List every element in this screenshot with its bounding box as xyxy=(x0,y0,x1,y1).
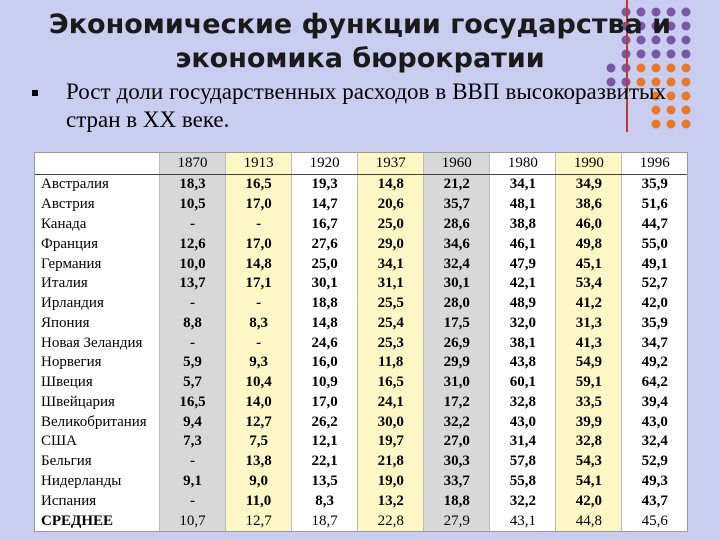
value-cell: 43,7 xyxy=(622,491,687,511)
value-cell: 44,7 xyxy=(622,215,687,235)
value-cell: 10,0 xyxy=(160,254,226,274)
value-cell: 5,9 xyxy=(160,353,226,373)
value-cell: 32,2 xyxy=(490,491,556,511)
value-cell: 34,6 xyxy=(424,234,490,254)
value-cell: 57,8 xyxy=(490,452,556,472)
value-cell: - xyxy=(160,215,226,235)
table-row xyxy=(35,294,687,314)
value-cell: 13,5 xyxy=(292,472,358,492)
country-cell: Новая Зеландия xyxy=(35,333,160,353)
value-cell: 54,1 xyxy=(556,472,622,492)
value-cell: 32,4 xyxy=(622,432,687,452)
table-row xyxy=(35,412,687,432)
year-header: 1980 xyxy=(490,153,556,175)
value-cell: 21,8 xyxy=(358,452,424,472)
value-cell: 18,8 xyxy=(424,491,490,511)
value-cell: 31,4 xyxy=(490,432,556,452)
title-line-1: Экономические функции государства и xyxy=(48,9,672,40)
value-cell: 34,9 xyxy=(556,175,622,195)
value-cell: 27,6 xyxy=(292,234,358,254)
table-row xyxy=(35,511,687,531)
value-cell: 28,0 xyxy=(424,294,490,314)
value-cell: 25,4 xyxy=(358,313,424,333)
country-cell: Австрия xyxy=(35,195,160,215)
table-row xyxy=(35,195,687,215)
value-cell: 42,0 xyxy=(556,491,622,511)
value-cell: 17,0 xyxy=(226,234,292,254)
value-cell: 43,0 xyxy=(622,412,687,432)
country-cell: СРЕДНЕЕ xyxy=(35,511,160,531)
decor-dot xyxy=(667,120,676,129)
title-line-2: экономика бюрократии xyxy=(175,43,545,74)
table-row xyxy=(35,254,687,274)
decor-dot xyxy=(682,78,691,87)
value-cell: 25,5 xyxy=(358,294,424,314)
decor-dot xyxy=(667,106,676,115)
value-cell: 14,8 xyxy=(292,313,358,333)
value-cell: 10,4 xyxy=(226,373,292,393)
value-cell: 38,6 xyxy=(556,195,622,215)
value-cell: 25,3 xyxy=(358,333,424,353)
value-cell: 43,1 xyxy=(490,511,556,531)
country-cell: Испания xyxy=(35,491,160,511)
country-cell: Великобритания xyxy=(35,412,160,432)
value-cell: 60,1 xyxy=(490,373,556,393)
value-cell: 34,1 xyxy=(358,254,424,274)
value-cell: 17,0 xyxy=(292,393,358,413)
value-cell: 16,5 xyxy=(226,175,292,195)
value-cell: 27,0 xyxy=(424,432,490,452)
value-cell: 42,0 xyxy=(622,294,687,314)
value-cell: 16,5 xyxy=(358,373,424,393)
value-cell: 7,5 xyxy=(226,432,292,452)
value-cell: 16,5 xyxy=(160,393,226,413)
value-cell: 44,8 xyxy=(556,511,622,531)
value-cell: 16,0 xyxy=(292,353,358,373)
value-cell: 35,9 xyxy=(622,175,687,195)
value-cell: 30,1 xyxy=(424,274,490,294)
government-spending-table xyxy=(35,153,687,531)
value-cell: 13,7 xyxy=(160,274,226,294)
value-cell: 33,7 xyxy=(424,472,490,492)
value-cell: 8,3 xyxy=(292,491,358,511)
value-cell: 31,0 xyxy=(424,373,490,393)
value-cell: 14,8 xyxy=(358,175,424,195)
value-cell: 17,1 xyxy=(226,274,292,294)
slide-subtitle: Рост доли государственных расходов в ВВП высокоразвитых стран в ХХ веке. xyxy=(66,79,666,132)
table-row xyxy=(35,373,687,393)
value-cell: 17,5 xyxy=(424,313,490,333)
country-column-header xyxy=(35,153,160,175)
value-cell: 22,1 xyxy=(292,452,358,472)
value-cell: 30,3 xyxy=(424,452,490,472)
value-cell: 32,0 xyxy=(490,313,556,333)
country-cell: Италия xyxy=(35,274,160,294)
value-cell: 48,1 xyxy=(490,195,556,215)
value-cell: 35,7 xyxy=(424,195,490,215)
value-cell: 12,7 xyxy=(226,412,292,432)
country-cell: Франция xyxy=(35,234,160,254)
value-cell: 49,2 xyxy=(622,353,687,373)
country-cell: Ирландия xyxy=(35,294,160,314)
decor-dot xyxy=(682,106,691,115)
value-cell: 8,3 xyxy=(226,313,292,333)
value-cell: 31,3 xyxy=(556,313,622,333)
value-cell: 24,6 xyxy=(292,333,358,353)
value-cell: 41,3 xyxy=(556,333,622,353)
value-cell: 42,1 xyxy=(490,274,556,294)
decor-dot xyxy=(667,78,676,87)
year-header: 1990 xyxy=(556,153,622,175)
slide-title xyxy=(20,8,700,76)
value-cell: 13,8 xyxy=(226,452,292,472)
value-cell: 38,8 xyxy=(490,215,556,235)
country-cell: Швейцария xyxy=(35,393,160,413)
country-cell: Австралия xyxy=(35,175,160,195)
value-cell: 54,9 xyxy=(556,353,622,373)
value-cell: 53,4 xyxy=(556,274,622,294)
country-cell: Германия xyxy=(35,254,160,274)
year-header: 1913 xyxy=(226,153,292,175)
value-cell: 22,8 xyxy=(358,511,424,531)
value-cell: 41,2 xyxy=(556,294,622,314)
value-cell: 48,9 xyxy=(490,294,556,314)
value-cell: 10,5 xyxy=(160,195,226,215)
value-cell: 52,9 xyxy=(622,452,687,472)
bullet-marker xyxy=(32,90,38,96)
value-cell: 17,0 xyxy=(226,195,292,215)
value-cell: 51,6 xyxy=(622,195,687,215)
value-cell: 10,7 xyxy=(160,511,226,531)
spending-table-container xyxy=(34,152,688,532)
value-cell: 30,1 xyxy=(292,274,358,294)
value-cell: 64,2 xyxy=(622,373,687,393)
value-cell: 38,1 xyxy=(490,333,556,353)
value-cell: 47,9 xyxy=(490,254,556,274)
value-cell: 32,8 xyxy=(556,432,622,452)
country-cell: Канада xyxy=(35,215,160,235)
value-cell: 9,4 xyxy=(160,412,226,432)
value-cell: 14,0 xyxy=(226,393,292,413)
value-cell: 31,1 xyxy=(358,274,424,294)
table-row xyxy=(35,215,687,235)
value-cell: 14,7 xyxy=(292,195,358,215)
value-cell: 9,0 xyxy=(226,472,292,492)
country-cell: Япония xyxy=(35,313,160,333)
value-cell: 19,0 xyxy=(358,472,424,492)
value-cell: 19,3 xyxy=(292,175,358,195)
value-cell: 46,0 xyxy=(556,215,622,235)
value-cell: 26,9 xyxy=(424,333,490,353)
country-cell: Нидерланды xyxy=(35,472,160,492)
value-cell: 12,7 xyxy=(226,511,292,531)
value-cell: 59,1 xyxy=(556,373,622,393)
decor-dot xyxy=(682,120,691,129)
value-cell: 5,7 xyxy=(160,373,226,393)
value-cell: 11,0 xyxy=(226,491,292,511)
value-cell: 34,1 xyxy=(490,175,556,195)
value-cell: 7,3 xyxy=(160,432,226,452)
value-cell: 10,9 xyxy=(292,373,358,393)
value-cell: 18,8 xyxy=(292,294,358,314)
value-cell: 21,2 xyxy=(424,175,490,195)
value-cell: 25,0 xyxy=(358,215,424,235)
value-cell: 29,9 xyxy=(424,353,490,373)
value-cell: 18,3 xyxy=(160,175,226,195)
value-cell: 33,5 xyxy=(556,393,622,413)
table-row xyxy=(35,452,687,472)
table-row xyxy=(35,472,687,492)
value-cell: 24,1 xyxy=(358,393,424,413)
value-cell: 46,1 xyxy=(490,234,556,254)
value-cell: 28,6 xyxy=(424,215,490,235)
table-row xyxy=(35,313,687,333)
table-row xyxy=(35,175,687,195)
table-row xyxy=(35,393,687,413)
value-cell: - xyxy=(160,294,226,314)
value-cell: 12,1 xyxy=(292,432,358,452)
value-cell: 43,0 xyxy=(490,412,556,432)
value-cell: 30,0 xyxy=(358,412,424,432)
value-cell: 11,8 xyxy=(358,353,424,373)
value-cell: 20,6 xyxy=(358,195,424,215)
value-cell: 43,8 xyxy=(490,353,556,373)
country-cell: Швеция xyxy=(35,373,160,393)
table-row xyxy=(35,234,687,254)
value-cell: 55,0 xyxy=(622,234,687,254)
value-cell: 45,6 xyxy=(622,511,687,531)
table-row xyxy=(35,491,687,511)
value-cell: 32,8 xyxy=(490,393,556,413)
value-cell: 34,7 xyxy=(622,333,687,353)
value-cell: 54,3 xyxy=(556,452,622,472)
decor-dot xyxy=(682,92,691,101)
value-cell: - xyxy=(160,333,226,353)
value-cell: 39,9 xyxy=(556,412,622,432)
value-cell: 29,0 xyxy=(358,234,424,254)
value-cell: 35,9 xyxy=(622,313,687,333)
value-cell: 26,2 xyxy=(292,412,358,432)
value-cell: 9,1 xyxy=(160,472,226,492)
table-row xyxy=(35,274,687,294)
value-cell: - xyxy=(226,333,292,353)
value-cell: 8,8 xyxy=(160,313,226,333)
value-cell: 14,8 xyxy=(226,254,292,274)
value-cell: 9,3 xyxy=(226,353,292,373)
country-cell: Бельгия xyxy=(35,452,160,472)
value-cell: 19,7 xyxy=(358,432,424,452)
value-cell: 13,2 xyxy=(358,491,424,511)
value-cell: 27,9 xyxy=(424,511,490,531)
value-cell: - xyxy=(226,294,292,314)
value-cell: - xyxy=(160,491,226,511)
year-header: 1996 xyxy=(622,153,687,175)
value-cell: 32,2 xyxy=(424,412,490,432)
year-header: 1870 xyxy=(160,153,226,175)
value-cell: 16,7 xyxy=(292,215,358,235)
value-cell: 39,4 xyxy=(622,393,687,413)
value-cell: 45,1 xyxy=(556,254,622,274)
table-header-row xyxy=(35,153,687,175)
table-row xyxy=(35,353,687,373)
year-header: 1960 xyxy=(424,153,490,175)
decor-dot xyxy=(667,92,676,101)
country-cell: Норвегия xyxy=(35,353,160,373)
value-cell: - xyxy=(160,452,226,472)
year-header: 1937 xyxy=(358,153,424,175)
value-cell: 17,2 xyxy=(424,393,490,413)
value-cell: 49,3 xyxy=(622,472,687,492)
value-cell: 49,8 xyxy=(556,234,622,254)
country-cell: США xyxy=(35,432,160,452)
value-cell: 49,1 xyxy=(622,254,687,274)
value-cell: 25,0 xyxy=(292,254,358,274)
table-row xyxy=(35,333,687,353)
value-cell: 32,4 xyxy=(424,254,490,274)
value-cell: - xyxy=(226,215,292,235)
value-cell: 52,7 xyxy=(622,274,687,294)
value-cell: 12,6 xyxy=(160,234,226,254)
year-header: 1920 xyxy=(292,153,358,175)
table-row xyxy=(35,432,687,452)
value-cell: 18,7 xyxy=(292,511,358,531)
value-cell: 55,8 xyxy=(490,472,556,492)
